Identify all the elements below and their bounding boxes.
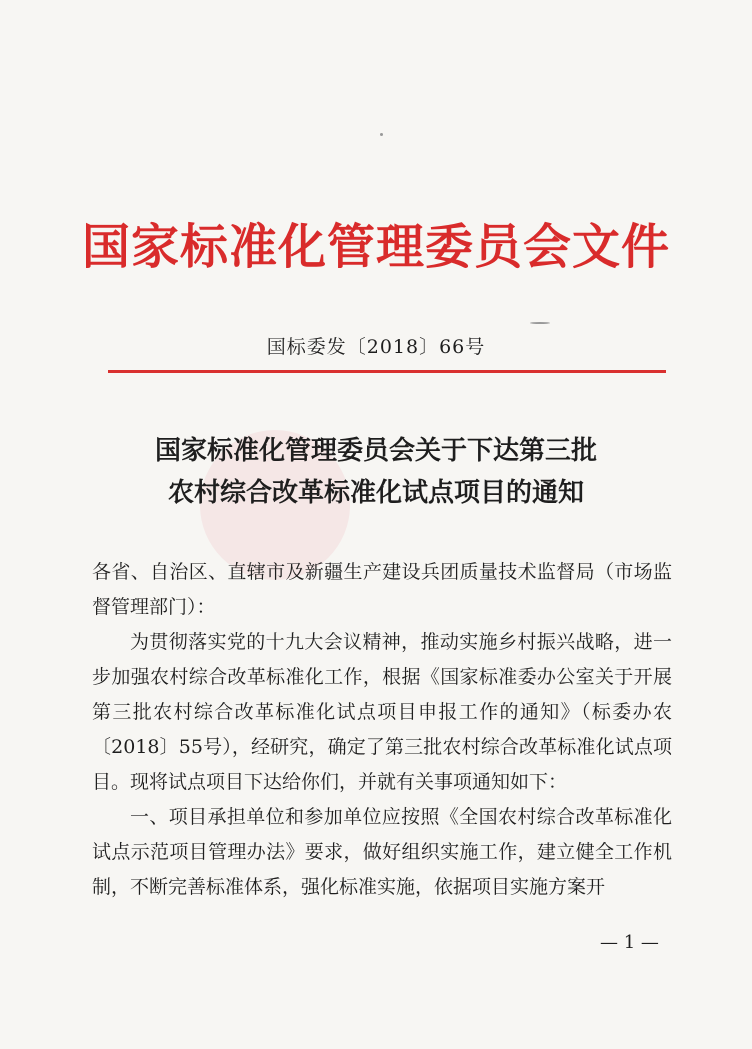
page-number: — 1 —: [600, 932, 659, 953]
notice-title-line1: 国家标准化管理委员会关于下达第三批: [154, 436, 597, 466]
body-paragraph: 一、项目承担单位和参加单位应按照《全国农村综合改革标准化试点示范项目管理办法》要求，做好组织实施工作，建立健全工作机制，不断完善标准体系，强化标准实施，依据项目实施方案开: [92, 806, 672, 898]
document-number: 国标委发〔2018〕66号: [266, 336, 486, 358]
document-header-title: 国家标准化管理委员会文件: [81, 219, 670, 275]
scan-speck: [530, 322, 550, 324]
notice-title-line2: 农村综合改革标准化试点项目的通知: [167, 478, 584, 508]
document-body: [92, 555, 672, 905]
notice-title: [0, 430, 752, 514]
addressee: 各省、自治区、直辖市及新疆生产建设兵团质量技术监督局（市场监督管理部门）：: [92, 561, 672, 618]
red-divider: [108, 370, 666, 373]
scan-speck: [380, 133, 383, 136]
body-paragraph: 为贯彻落实党的十九大会议精神，推动实施乡村振兴战略，进一步加强农村综合改革标准化工作，根据《国家标准委办公室关于开展第三批农村综合改革标准化试点项目申报工作的通知》（标委办农〔2018〕55号），经研究，确定了第三批农村综合改革标准化试点项目。现将试点项目下达给你们，并就有关事项通知如下：: [92, 631, 672, 793]
